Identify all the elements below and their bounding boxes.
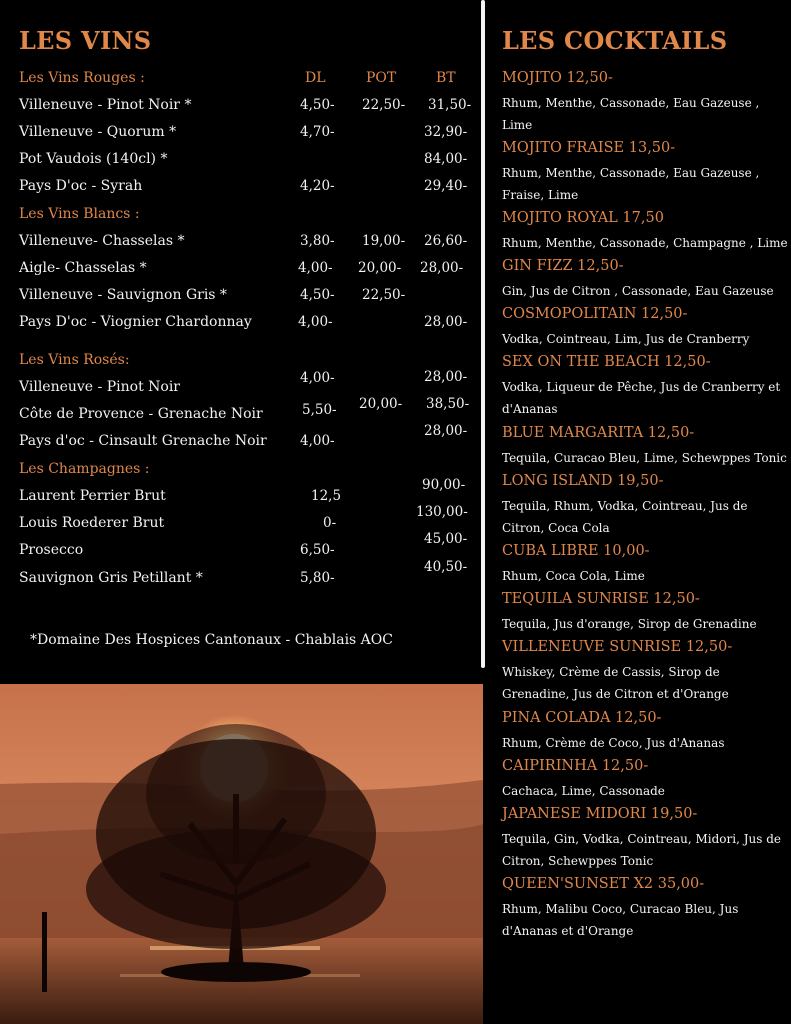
price-dl: 6,50- (300, 542, 335, 558)
price-bt: 40,50- (424, 559, 468, 575)
cocktail-ingredients: Rhum, Menthe, Cassonade, Eau Gazeuse , Lime (502, 96, 760, 132)
wine-footnote: *Domaine Des Hospices Cantonaux - Chablais AOC (30, 632, 393, 648)
wine-name: Villeneuve - Sauvignon Gris * (19, 287, 227, 303)
wine-name: Pays D'oc - Syrah (19, 178, 143, 194)
cocktail-ingredients: Rhum, Crème de Coco, Jus d'Ananas (502, 736, 725, 750)
price-bt: 32,90- (424, 124, 468, 140)
wine-name: Villeneuve - Pinot Noir (19, 379, 180, 395)
cocktail-ingredients: Tequila, Rhum, Vodka, Cointreau, Jus de Citron, Coca Cola (502, 499, 748, 535)
cocktail-ingredients: Gin, Jus de Citron , Cassonade, Eau Gazeuse (502, 284, 774, 298)
cocktail-name: BLUE MARGARITA 12,50- (502, 425, 695, 441)
wines-title: LES VINS (19, 26, 152, 55)
cocktail-ingredients: Tequila, Gin, Vodka, Cointreau, Midori, Jus de Citron, Schewppes Tonic (502, 832, 782, 868)
cocktail-name: CAIPIRINHA 12,50- (502, 758, 649, 774)
cocktail-name: MOJITO 12,50- (502, 70, 613, 86)
cocktail-ingredients: Vodka, Cointreau, Lim, Jus de Cranberry (502, 332, 750, 346)
wine-name: Villeneuve - Quorum * (19, 124, 177, 140)
price-dl: 4,50- (300, 287, 335, 303)
cocktail-name: CUBA LIBRE 10,00- (502, 543, 650, 559)
wine-name: Laurent Perrier Brut (19, 488, 166, 504)
price-bt: 28,00- (420, 260, 464, 276)
column-bt-header: BT (436, 70, 456, 86)
price-pot: 20,00- (359, 396, 403, 412)
section-champagnes: Les Champagnes : (19, 461, 150, 477)
price-pot: 20,00- (358, 260, 402, 276)
price-dl: 0- (323, 515, 337, 531)
price-bt: 45,00- (424, 531, 468, 547)
price-bt: 31,50- (428, 97, 472, 113)
price-bt: 130,00- (416, 504, 468, 520)
cocktails-title: LES COCKTAILS (502, 26, 728, 55)
wine-name: Pot Vaudois (140cl) * (19, 151, 168, 167)
wine-name: Pays d'oc - Cinsault Grenache Noir (19, 433, 267, 449)
cocktail-name: MOJITO ROYAL 17,50 (502, 210, 664, 226)
price-bt: 28,00- (424, 423, 468, 439)
price-bt: 28,00- (424, 369, 468, 385)
cocktail-name: VILLENEUVE SUNRISE 12,50- (502, 639, 733, 655)
cocktail-name: TEQUILA SUNRISE 12,50- (502, 591, 700, 607)
price-dl: 5,50- (302, 402, 337, 418)
wine-name: Aigle- Chasselas * (19, 260, 147, 276)
column-dl-header: DL (305, 70, 326, 86)
cocktail-ingredients: Rhum, Menthe, Cassonade, Eau Gazeuse , Fraise, Lime (502, 166, 760, 202)
price-pot: 22,50- (362, 97, 406, 113)
cocktail-name: GIN FIZZ 12,50- (502, 258, 624, 274)
cocktail-name: PINA COLADA 12,50- (502, 710, 662, 726)
sunset-tree-photo (0, 684, 483, 1024)
wine-name: Louis Roederer Brut (19, 515, 165, 531)
section-vins-rouges: Les Vins Rouges : (19, 70, 145, 86)
section-vins-roses: Les Vins Rosés: (19, 352, 130, 368)
cocktail-ingredients: Cachaca, Lime, Cassonade (502, 784, 665, 798)
price-dl: 12,5 (311, 488, 342, 504)
section-vins-blancs: Les Vins Blancs : (19, 206, 140, 222)
price-pot: 19,00- (362, 233, 406, 249)
price-bt: 29,40- (424, 178, 468, 194)
wine-name: Sauvignon Gris Petillant * (19, 570, 203, 586)
cocktail-ingredients: Tequila, Jus d'orange, Sirop de Grenadine (502, 617, 757, 631)
price-dl: 4,50- (300, 97, 335, 113)
price-bt: 28,00- (424, 314, 468, 330)
cocktail-name: SEX ON THE BEACH 12,50- (502, 354, 711, 370)
cocktail-ingredients: Rhum, Menthe, Cassonade, Champagne , Lime (502, 236, 788, 250)
price-bt: 26,60- (424, 233, 468, 249)
cocktail-ingredients: Tequila, Curacao Bleu, Lime, Schewppes Tonic (502, 451, 787, 465)
price-dl: 3,80- (300, 233, 335, 249)
cocktail-name: LONG ISLAND 19,50- (502, 473, 664, 489)
price-dl: 4,00- (300, 433, 335, 449)
wine-name: Côte de Provence - Grenache Noir (19, 406, 263, 422)
price-dl: 4,00- (298, 260, 333, 276)
price-dl: 5,80- (300, 570, 335, 586)
cocktail-ingredients: Whiskey, Crème de Cassis, Sirop de Grenadine, Jus de Citron et d'Orange (502, 665, 729, 701)
cocktail-name: QUEEN'SUNSET X2 35,00- (502, 876, 705, 892)
column-divider (481, 0, 485, 668)
cocktail-ingredients: Rhum, Coca Cola, Lime (502, 569, 645, 583)
price-dl: 4,00- (300, 370, 335, 386)
price-bt: 90,00- (422, 477, 466, 493)
wine-name: Pays D'oc - Viognier Chardonnay (19, 314, 252, 330)
price-dl: 4,20- (300, 178, 335, 194)
cocktail-ingredients: Vodka, Liqueur de Pêche, Jus de Cranberry et d'Ananas (502, 380, 781, 416)
cocktail-ingredients: Rhum, Malibu Coco, Curacao Bleu, Jus d'Ananas et d'Orange (502, 902, 739, 938)
price-pot: 22,50- (362, 287, 406, 303)
price-dl: 4,70- (300, 124, 335, 140)
wine-name: Villeneuve - Pinot Noir * (19, 97, 192, 113)
price-bt: 38,50- (426, 396, 470, 412)
column-pot-header: POT (366, 70, 397, 86)
cocktail-name: MOJITO FRAISE 13,50- (502, 140, 676, 156)
cocktail-name: JAPANESE MIDORI 19,50- (502, 806, 698, 822)
price-bt: 84,00- (424, 151, 468, 167)
wine-name: Villeneuve- Chasselas * (19, 233, 185, 249)
price-dl: 4,00- (298, 314, 333, 330)
wine-name: Prosecco (19, 542, 84, 558)
cocktail-name: COSMOPOLITAIN 12,50- (502, 306, 688, 322)
sunset-tree-illustration (0, 684, 483, 1024)
